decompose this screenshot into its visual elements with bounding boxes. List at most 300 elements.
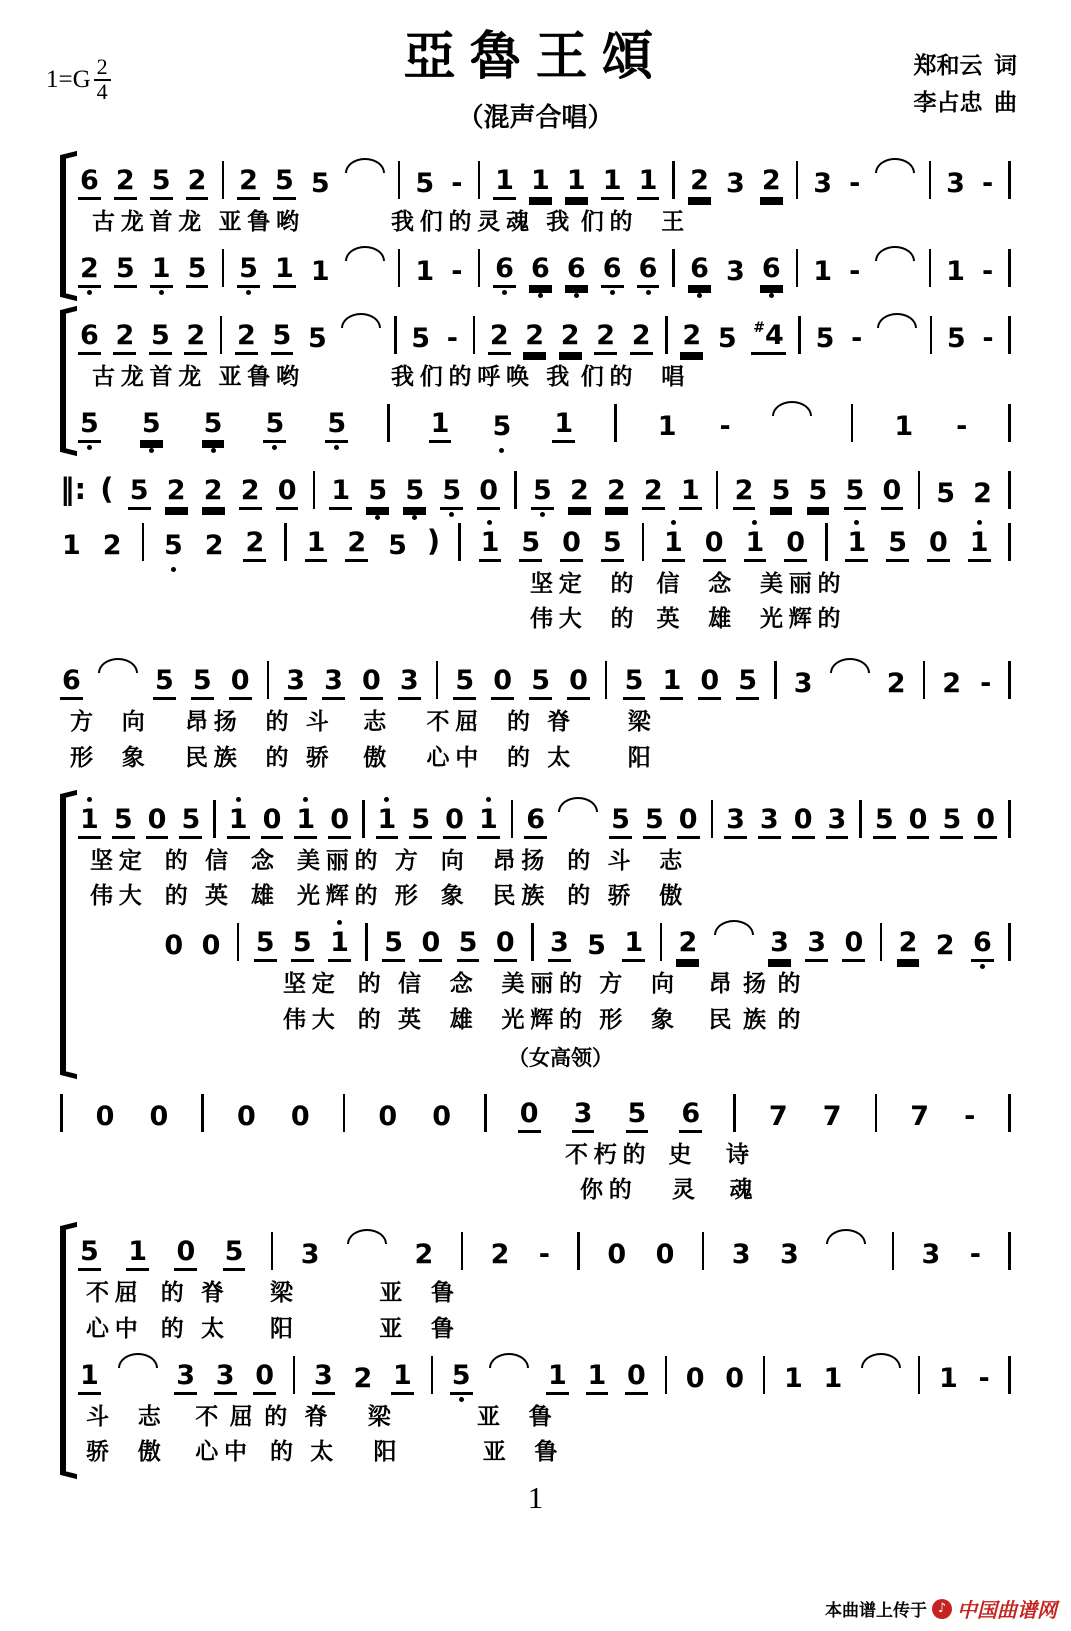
barline [929, 161, 932, 199]
sharp-accidental: # [753, 319, 766, 336]
note: 3 [214, 1362, 237, 1395]
voice-label: （女高领） [508, 1045, 613, 1070]
barline [60, 1094, 63, 1132]
note: - [446, 322, 458, 354]
note: 2 [680, 322, 703, 355]
note: 5 [112, 806, 135, 839]
note: 1 [744, 529, 767, 562]
note: 5 [179, 806, 202, 839]
barline [1008, 1356, 1011, 1394]
note: 5 [78, 410, 101, 443]
note: 5 [815, 322, 835, 354]
note: 3 [826, 806, 849, 839]
note: - [969, 1239, 981, 1270]
note: 3 [813, 168, 833, 199]
system-content [78, 1227, 1011, 1474]
note: 1 [391, 1362, 414, 1395]
barline [293, 1356, 296, 1394]
note: 0 [378, 1100, 398, 1132]
note: 3 [779, 1239, 799, 1270]
barline [796, 249, 799, 287]
note: 6 [565, 255, 588, 288]
note: 6 [529, 255, 552, 288]
barline [716, 471, 719, 509]
note: 5 [450, 1362, 473, 1395]
note: 5 [940, 806, 963, 839]
note: - [956, 410, 968, 442]
note: 0 [236, 1100, 256, 1132]
tie-arc [772, 401, 812, 416]
note: 0 [201, 930, 221, 961]
note: 0 [229, 667, 252, 700]
note: 2 [78, 255, 101, 288]
barline [398, 249, 401, 287]
note: 1 [429, 410, 452, 443]
note: 0 [149, 1100, 169, 1132]
barline [1008, 249, 1011, 287]
lyric-line: 坚 定 的 信 念 美 丽 的 方 向 昂 扬 的 [283, 971, 801, 996]
system [60, 656, 1011, 780]
note: 3 [731, 1239, 751, 1270]
barline [1008, 523, 1011, 561]
note: 0 [419, 929, 442, 962]
note: 1 [662, 529, 685, 562]
barline [394, 316, 397, 354]
note: 2 [676, 929, 699, 962]
note: 5 [310, 168, 330, 199]
note: 2 [568, 477, 591, 510]
note: 1 [552, 410, 575, 443]
note: 2 [237, 167, 260, 200]
note: 1 [938, 1362, 958, 1394]
note: 0 [625, 1362, 648, 1395]
note: 1 [479, 529, 502, 562]
barline [859, 800, 862, 838]
note: 1 [126, 1238, 149, 1271]
note: 1 [310, 255, 330, 287]
note: 0 [655, 1239, 675, 1270]
note: 2 [165, 477, 188, 510]
note: 1 [477, 806, 500, 839]
lyric-line: 斗 志 不 屈 的 脊 梁 亚 鲁 [86, 1403, 552, 1429]
note: 6 [524, 806, 547, 839]
note: 5 [202, 410, 225, 443]
barline [267, 661, 270, 699]
note: 0 [974, 806, 997, 839]
note: 7 [768, 1100, 788, 1132]
note: 3 [768, 929, 791, 962]
page-number: 1 [527, 1480, 544, 1515]
note: 5 [457, 929, 480, 962]
note: 5 [770, 477, 793, 510]
note: 5 [411, 322, 431, 354]
note: 1 [894, 410, 914, 442]
note: 1 [565, 167, 588, 200]
note: 5 [128, 477, 151, 510]
lyric-line: 心 中 的 太 阳 亚 鲁 [86, 1315, 454, 1341]
composer: 李占忠 曲 [913, 89, 1017, 115]
note: - [982, 322, 994, 354]
tie-arc [347, 1229, 387, 1244]
system [60, 311, 1011, 451]
barline [665, 1356, 668, 1394]
parenthesis: ( [100, 471, 114, 506]
barline [892, 1232, 895, 1270]
note: 0 [95, 1100, 115, 1132]
parenthesis: ) [426, 523, 441, 558]
note: 2 [886, 668, 906, 699]
note: 2 [353, 1362, 373, 1394]
system-content [78, 795, 1011, 1074]
melody-line [78, 795, 1011, 839]
note: 1 [329, 477, 352, 510]
tie-arc [98, 658, 138, 673]
system [60, 156, 1011, 296]
note: 2 [942, 668, 961, 699]
note: 1 [946, 255, 965, 287]
note: 6 [679, 1100, 702, 1133]
note: 3 [300, 1239, 320, 1270]
melody-line [78, 156, 1011, 200]
note: - [964, 1100, 976, 1132]
barline [313, 471, 316, 509]
note: 3 [725, 168, 745, 199]
barline [1008, 316, 1011, 354]
barline [222, 249, 225, 287]
system-bracket [60, 311, 66, 451]
barline [237, 923, 240, 961]
barline [733, 1094, 736, 1132]
tie-arc [861, 1353, 901, 1368]
note: 5 [325, 410, 348, 443]
note: 1 [62, 529, 81, 561]
note: 5 [163, 529, 183, 561]
barline [614, 404, 617, 442]
note: 2 [605, 477, 628, 510]
barline [672, 249, 675, 287]
note: 5 [453, 667, 476, 700]
system-content [78, 156, 1011, 296]
note: 0 [174, 1238, 197, 1271]
barline [665, 316, 668, 354]
tie-arc [341, 313, 381, 328]
note: 3 [174, 1362, 197, 1395]
tie-arc [875, 158, 915, 173]
note: 3 [572, 1100, 595, 1133]
note: 2 [345, 529, 368, 562]
lyric-line: 古 龙 首 龙 亚 鲁 哟 我 们 的 灵 魂 我 们 的 王 [92, 209, 685, 234]
barline [365, 923, 368, 961]
melody-line [78, 244, 1011, 288]
note: 0 [328, 806, 351, 839]
note: - [978, 1362, 990, 1394]
note: 0 [927, 529, 950, 562]
note: 5 [643, 806, 666, 839]
note: 2 [204, 529, 224, 561]
note: 5 [626, 1100, 649, 1133]
note: - [980, 668, 992, 699]
tie-arc [345, 246, 385, 261]
melody-line [78, 1351, 1011, 1395]
barline [929, 249, 932, 287]
note: 0 [842, 929, 865, 962]
note: 3 [805, 929, 828, 962]
note: 0 [360, 667, 383, 700]
note: 0 [607, 1239, 627, 1270]
note: 6 [60, 667, 83, 700]
score [60, 156, 1011, 1474]
note: 0 [443, 806, 466, 839]
note: 1 [637, 167, 660, 200]
note: 0 [560, 529, 583, 562]
note: 5 [254, 929, 277, 962]
lyric-line: 不 屈 的 脊 梁 亚 鲁 [86, 1280, 454, 1305]
header [46, 8, 1017, 146]
note: 5 [403, 477, 426, 510]
barline [702, 1232, 705, 1270]
note: 2 [688, 167, 711, 200]
note: 5 [492, 410, 512, 442]
lyric-line: 伟 大 的 英 雄 光 辉 的 形 象 民 族 的 骄 傲 [90, 883, 683, 909]
note: 5 [623, 667, 646, 700]
note: - [451, 255, 463, 287]
site-name: 中国曲谱网 [957, 1600, 1057, 1622]
tie-arc [345, 158, 385, 173]
note: 0 [432, 1100, 452, 1132]
lyric-line: 不 朽 的 史 诗 [565, 1141, 749, 1167]
note: 0 [261, 806, 284, 839]
note: 2 [973, 477, 992, 509]
note: 2 [559, 322, 582, 355]
note: 0 [792, 806, 815, 839]
note: 0 [494, 929, 517, 962]
note: 6 [637, 255, 660, 288]
barline [660, 923, 663, 961]
note: 2 [630, 322, 653, 355]
barline [436, 661, 439, 699]
note: 6 [601, 255, 624, 288]
melody-line [78, 399, 1011, 443]
system-bracket [60, 1227, 66, 1474]
note: 3 [793, 668, 813, 699]
note: 3 [921, 1239, 941, 1270]
note: 5 [388, 529, 407, 561]
note: 2 [523, 322, 546, 355]
note: 0 [146, 806, 169, 839]
note: 6 [760, 255, 783, 288]
note: 0 [703, 529, 726, 562]
note: - [538, 1239, 551, 1270]
barline [387, 404, 390, 442]
note: 1 [376, 806, 399, 839]
note: 7 [910, 1100, 930, 1132]
barline [531, 923, 534, 961]
note: 2 [935, 930, 955, 961]
note: 2 [113, 322, 136, 355]
barline [875, 1094, 878, 1132]
note: 0 [276, 477, 299, 510]
note: 3 [284, 667, 307, 700]
barline [1008, 923, 1011, 961]
barline [398, 161, 401, 199]
note: 2 [202, 477, 225, 510]
note: 1 [968, 529, 991, 562]
barline [458, 523, 461, 561]
note: 1 [813, 255, 833, 287]
note: 2 [490, 1239, 510, 1270]
system [60, 1227, 1011, 1474]
note: 2 [760, 167, 783, 200]
note: 1 [227, 806, 250, 839]
note: 2 [642, 477, 665, 510]
note: 5 [366, 477, 389, 510]
note: 5 [609, 806, 632, 839]
barline [461, 1232, 464, 1270]
lyric-line: 骄 傲 心 中 的 太 阳 亚 鲁 [86, 1439, 558, 1465]
note: 1 [784, 1362, 803, 1394]
note: 5 [149, 322, 172, 355]
note: - [851, 322, 863, 354]
page-title: 亞魯王頌 [403, 29, 668, 86]
barline [577, 1232, 580, 1270]
lyric-line: 坚 定 的 信 念 美 丽 的 方 向 昂 扬 的 斗 志 [90, 847, 683, 873]
note: 5 [936, 477, 955, 509]
note: 1 [660, 667, 683, 700]
lyric-line: 你 的 灵 魂 [580, 1177, 753, 1203]
note: 1 [150, 255, 173, 288]
melody-line [78, 1227, 1011, 1271]
note: 2 [897, 929, 920, 962]
note: - [719, 410, 731, 442]
note: 1 [78, 1362, 101, 1395]
tie-arc [489, 1353, 529, 1368]
barline [271, 1232, 274, 1270]
note: 0 [164, 930, 184, 961]
note: 3 [548, 929, 571, 962]
note: 1 [305, 529, 328, 562]
note: 1 [546, 1362, 569, 1395]
system-content [78, 311, 1011, 451]
lyric-line: 伟 大 的 英 雄 光 辉 的 形 象 民 族 的 [283, 1006, 801, 1032]
note: 5 [150, 167, 173, 200]
note: 3 [312, 1362, 335, 1395]
time-signature [94, 56, 111, 103]
note: 5 [587, 930, 606, 961]
note: 3 [398, 667, 421, 700]
note: 6 [493, 255, 516, 288]
note: 0 [677, 806, 700, 839]
note: 5 [271, 322, 294, 355]
note: 5 [291, 929, 314, 962]
barline [362, 800, 365, 838]
tie-arc [558, 797, 598, 812]
note: 6 [78, 167, 101, 200]
barline [1008, 471, 1011, 509]
credits [914, 48, 1018, 122]
barline [1008, 800, 1011, 838]
note: 1 [529, 167, 552, 200]
note: 0 [518, 1100, 541, 1133]
note: - [981, 255, 994, 287]
note: 2 [184, 322, 207, 355]
note: 1 [823, 1362, 843, 1394]
note: 1 [586, 1362, 609, 1395]
note: 5 [273, 167, 296, 200]
melody-line [60, 1089, 1011, 1133]
note: 3 [322, 667, 345, 700]
tie-arc [826, 1229, 866, 1244]
note: 6 [688, 255, 711, 288]
tie-arc [877, 313, 917, 328]
melody-line [78, 918, 1011, 962]
melody-line [60, 466, 1011, 510]
note: - [981, 168, 994, 199]
tie-arc [118, 1353, 158, 1368]
note: 2 [733, 477, 756, 510]
note: 5 [440, 477, 463, 510]
note: 5 [873, 806, 896, 839]
barline [1008, 161, 1011, 199]
barline [343, 1094, 346, 1132]
note: 5 [531, 477, 554, 510]
key-signature [46, 56, 111, 103]
barline [605, 661, 608, 699]
note: 6 [78, 322, 101, 355]
lyric-line: 形 象 民 族 的 骄 傲 心 中 的 太 阳 [70, 744, 651, 770]
note: 1 [679, 477, 702, 510]
note: 3 [724, 806, 747, 839]
barline [923, 661, 926, 699]
barline [431, 1356, 434, 1394]
note: 0 [907, 806, 930, 839]
barline [201, 1094, 204, 1132]
barline [1008, 661, 1011, 699]
note: 5 [736, 667, 759, 700]
note: 1 [328, 929, 351, 962]
barline [918, 1356, 921, 1394]
note: 5 [186, 255, 209, 288]
barline [798, 316, 801, 354]
barline [642, 523, 645, 561]
note: 0 [290, 1100, 310, 1132]
note: 3 [758, 806, 781, 839]
note: 3 [946, 168, 965, 199]
tie-arc [830, 658, 870, 673]
barline [796, 161, 799, 199]
lyric-line: 方 向 昂 扬 的 斗 志 不 屈 的 脊 梁 [70, 709, 651, 734]
barline [774, 661, 777, 699]
note: 5 [140, 410, 163, 443]
note: 7 [822, 1100, 842, 1132]
barline [880, 923, 883, 961]
note: 3 [725, 255, 745, 287]
note: 5 [844, 477, 867, 510]
note: 0 [477, 477, 500, 510]
barline [220, 316, 223, 354]
barline [511, 800, 514, 838]
subtitle: （混声合唱） [457, 103, 614, 132]
barline [763, 1356, 766, 1394]
system-content [60, 1089, 1011, 1213]
note: 5 [946, 322, 966, 354]
note: 1 [415, 255, 435, 287]
barline [672, 161, 675, 199]
system-bracket [60, 795, 66, 1074]
note: 2 [114, 167, 137, 200]
barline [825, 523, 828, 561]
tie-arc [714, 920, 754, 935]
note: 5 [519, 529, 542, 562]
